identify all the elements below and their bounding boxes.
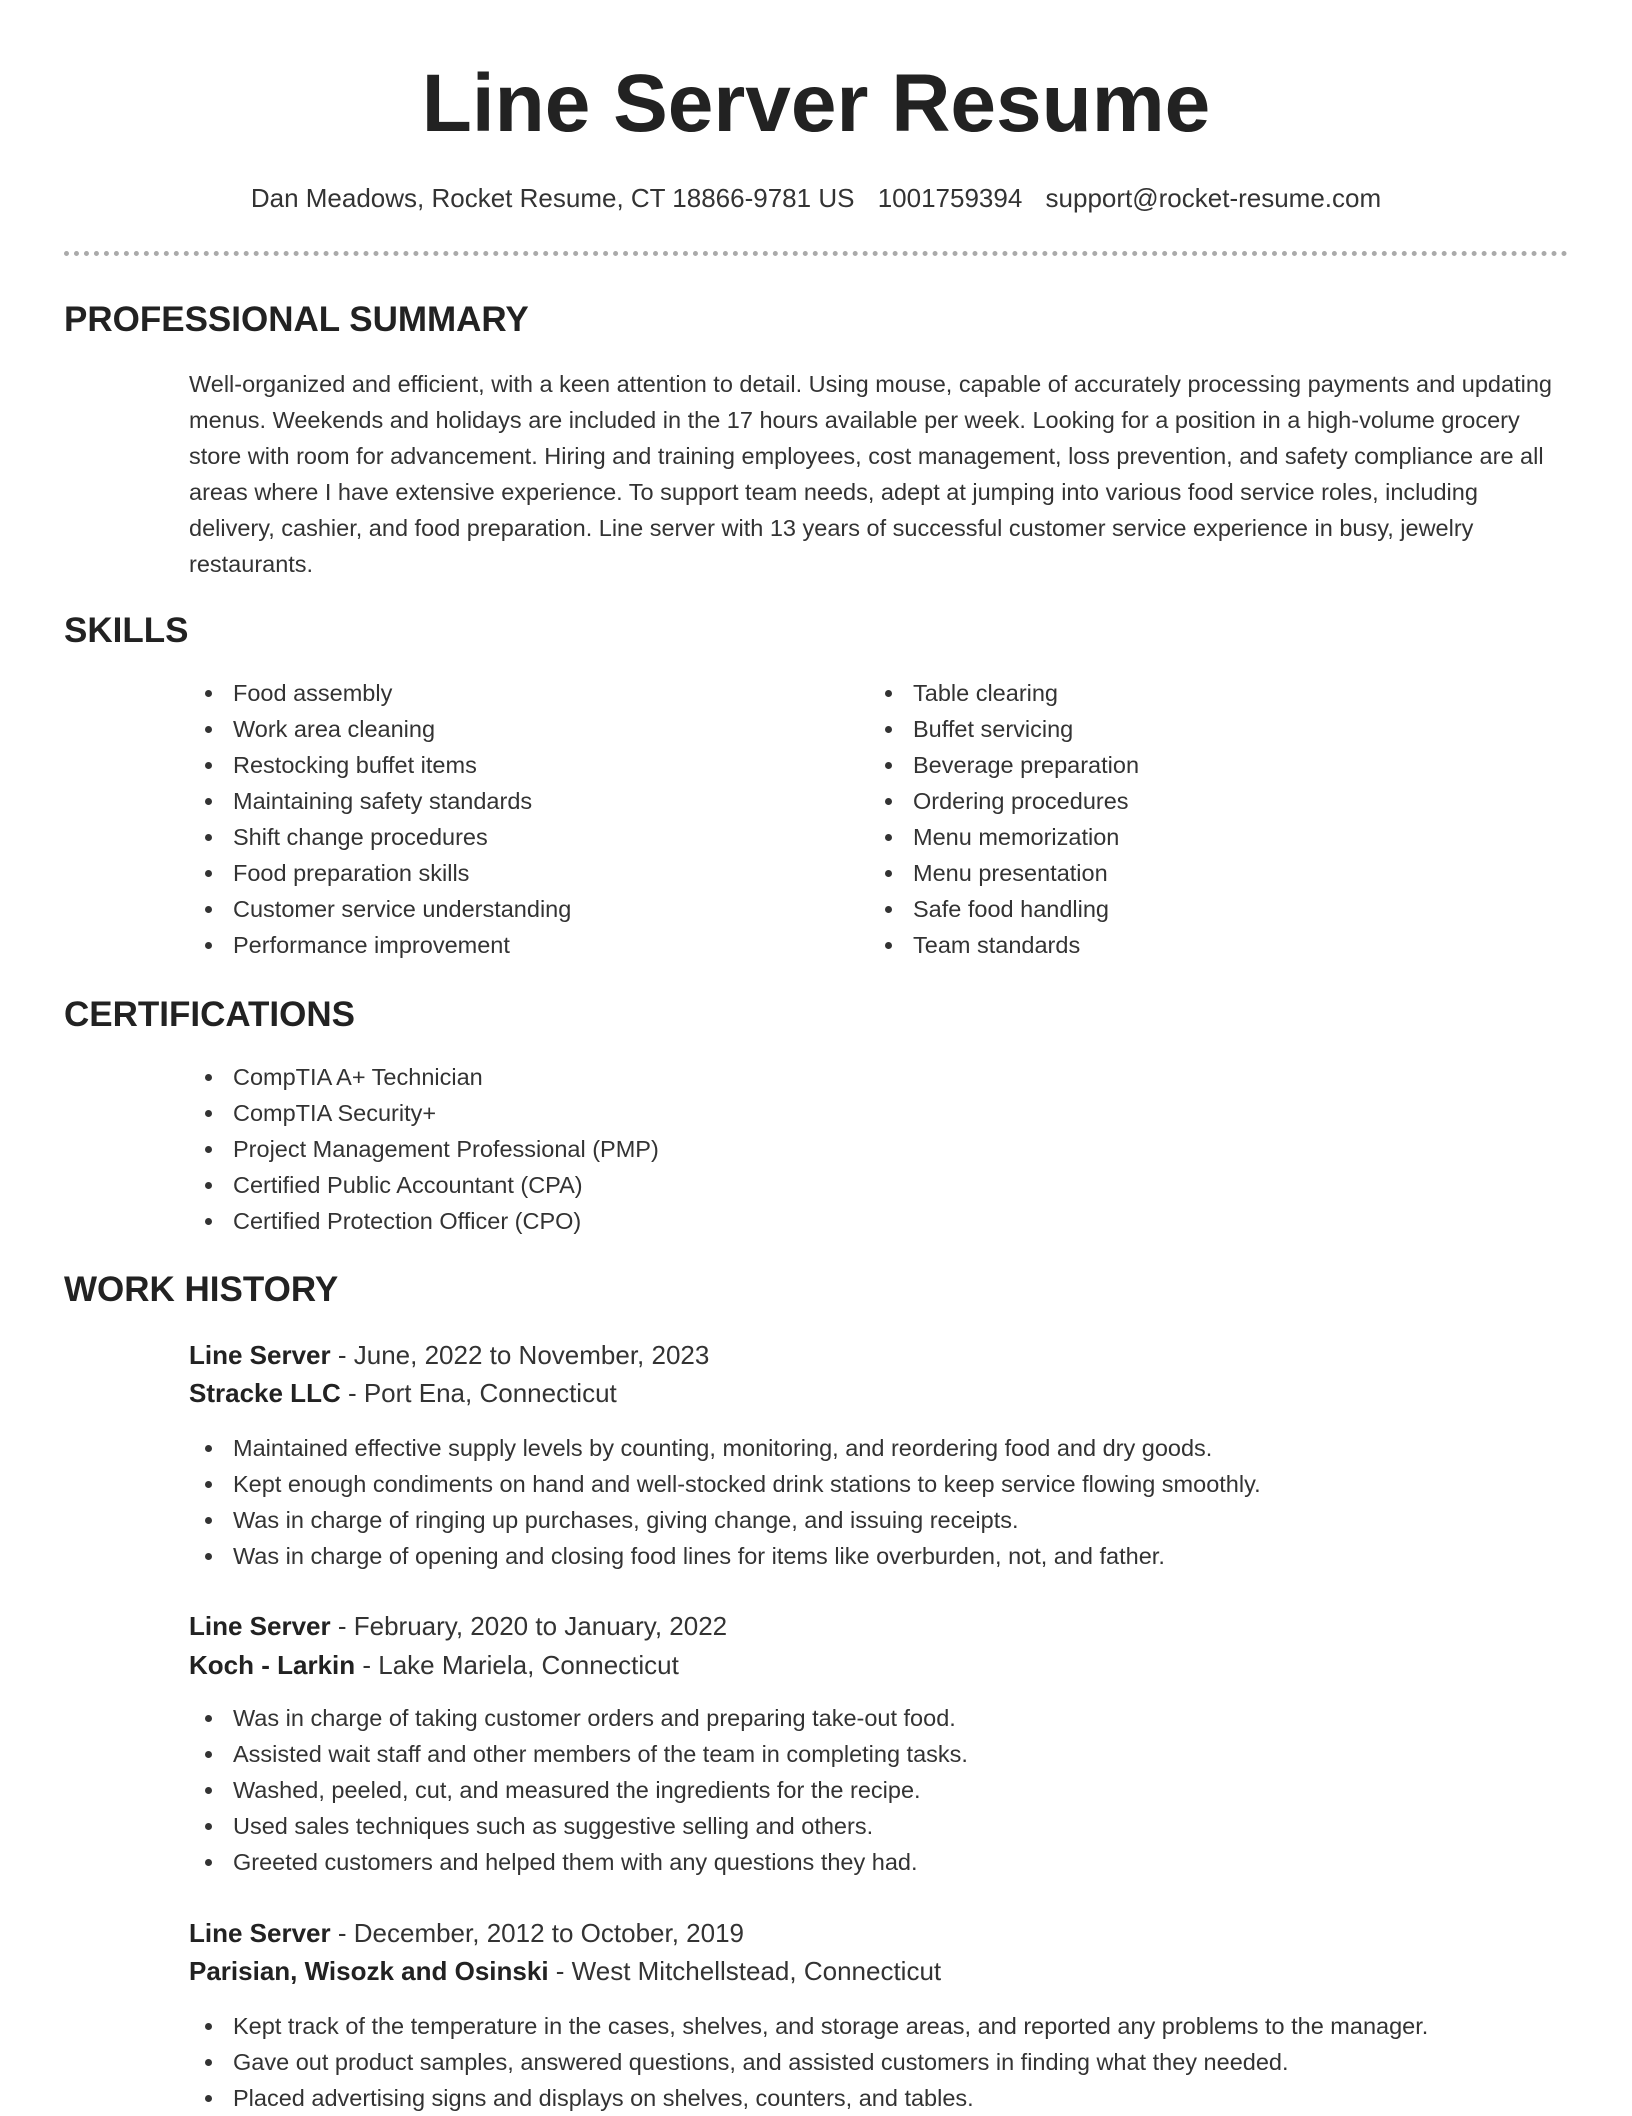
skills-heading: SKILLS: [64, 611, 189, 650]
contact-address: Dan Meadows, Rocket Resume, CT 18866-9781 US: [250, 183, 855, 213]
summary-text: Well-organized and efficient, with a keen attention to detail. Using mouse, capable of accurately processing payments and updating menus. Weekends and holidays are included in the 17 hours available per week. Looking for a position in a high-volume grocery store with room for advancement. Hiring and training employees, cost management, loss prevention, and safety compliance are all areas where I have extensive experience. To support team needs, adept at jumping into various food service roles, including delivery, cashier, and food preparation. Line server with 13 years of successful customer service experience in busy, jewelry restaurants.: [189, 371, 1552, 577]
list-item: Maintained effective supply levels by counting, monitoring, and reordering food and dry goods.: [189, 1430, 1261, 1466]
certifications-heading: CERTIFICATIONS: [64, 995, 356, 1034]
job-title-line: [189, 1607, 727, 1645]
list-item: Menu presentation: [869, 855, 1139, 891]
summary-heading: PROFESSIONAL SUMMARY: [64, 300, 529, 339]
list-item: Kept track of the temperature in the cases, shelves, and storage areas, and reported any problems to the manager.: [189, 2008, 1428, 2044]
list-item: Was in charge of opening and closing food lines for items like overburden, not, and father.: [189, 1538, 1261, 1574]
list-item: Menu memorization: [869, 819, 1139, 855]
skills-list-right: [869, 675, 1139, 963]
list-item: Was in charge of ringing up purchases, giving change, and issuing receipts.: [189, 1502, 1261, 1538]
list-item: Work area cleaning: [189, 711, 571, 747]
job-location: - Port Ena, Connecticut: [340, 1378, 617, 1408]
job-company-line: [189, 1374, 617, 1412]
list-item: Project Management Professional (PMP): [189, 1131, 659, 1167]
list-item: Shift change procedures: [189, 819, 571, 855]
list-item: Team standards: [869, 927, 1139, 963]
contact-phone: 1001759394: [877, 183, 1023, 213]
list-item: Certified Protection Officer (CPO): [189, 1203, 659, 1239]
skills-list-left: [189, 675, 571, 963]
list-item: Greeted customers and helped them with any questions they had.: [189, 1844, 968, 1880]
resume-title: Line Server Resume: [421, 58, 1211, 149]
header-divider: [64, 251, 1568, 256]
job-bullets: [189, 1430, 1261, 1574]
list-item: Certified Public Accountant (CPA): [189, 1167, 659, 1203]
job-title: Line Server: [189, 1611, 331, 1641]
list-item: Placed advertising signs and displays on shelves, counters, and tables.: [189, 2080, 1428, 2116]
job-dates: - February, 2020 to January, 2022: [330, 1611, 728, 1641]
list-item: Table clearing: [869, 675, 1139, 711]
job-company: Stracke LLC: [189, 1378, 341, 1408]
job-location: - Lake Mariela, Connecticut: [355, 1650, 679, 1680]
list-item: Buffet servicing: [869, 711, 1139, 747]
contact-email: support@rocket-resume.com: [1045, 183, 1382, 213]
job-dates: - December, 2012 to October, 2019: [330, 1918, 744, 1948]
job-company-line: [189, 1646, 679, 1684]
job-title: Line Server: [189, 1340, 331, 1370]
contact-line: [0, 180, 1632, 216]
list-item: Safe food handling: [869, 891, 1139, 927]
job-location: - West Mitchellstead, Connecticut: [548, 1956, 942, 1986]
list-item: CompTIA Security+: [189, 1095, 659, 1131]
list-item: Performance improvement: [189, 927, 571, 963]
job-dates: - June, 2022 to November, 2023: [330, 1340, 710, 1370]
list-item: Food preparation skills: [189, 855, 571, 891]
list-item: Beverage preparation: [869, 747, 1139, 783]
list-item: Gave out product samples, answered questions, and assisted customers in finding what they needed.: [189, 2044, 1428, 2080]
list-item: Was in charge of taking customer orders and preparing take-out food.: [189, 1700, 968, 1736]
list-item: CompTIA A+ Technician: [189, 1059, 659, 1095]
work-history-heading: WORK HISTORY: [64, 1270, 339, 1309]
list-item: Used sales techniques such as suggestive selling and others.: [189, 1808, 968, 1844]
list-item: Kept enough condiments on hand and well-stocked drink stations to keep service flowing smoothly.: [189, 1466, 1261, 1502]
list-item: Customer service understanding: [189, 891, 571, 927]
list-item: Maintaining safety standards: [189, 783, 571, 819]
list-item: Restocking buffet items: [189, 747, 571, 783]
job-bullets: [189, 1700, 968, 1880]
list-item: Assisted wait staff and other members of the team in completing tasks.: [189, 1736, 968, 1772]
job-title-line: [189, 1914, 744, 1952]
certifications-list: [189, 1059, 659, 1239]
list-item: Food assembly: [189, 675, 571, 711]
list-item: Washed, peeled, cut, and measured the ingredients for the recipe.: [189, 1772, 968, 1808]
job-company-line: [189, 1952, 941, 1990]
job-company: Koch - Larkin: [189, 1650, 356, 1680]
job-title-line: [189, 1336, 709, 1374]
job-company: Parisian, Wisozk and Osinski: [189, 1956, 549, 1986]
list-item: Ordering procedures: [869, 783, 1139, 819]
job-bullets: [189, 2008, 1428, 2116]
job-title: Line Server: [189, 1918, 331, 1948]
